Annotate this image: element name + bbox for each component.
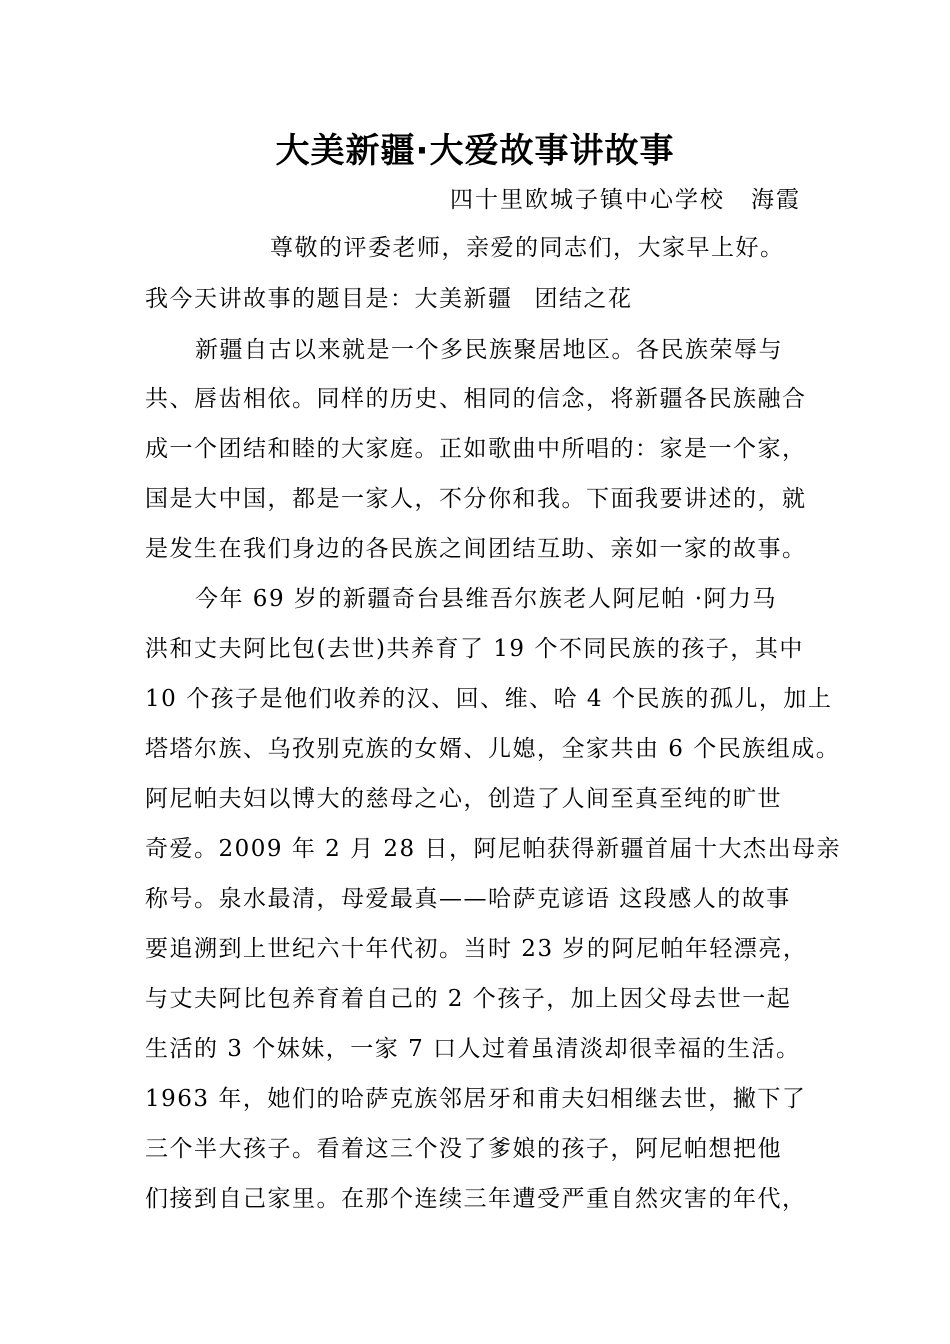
paragraph-line: 们接到自己家里。在那个连续三年遭受严重自然灾害的年代， (145, 1186, 807, 1212)
paragraph-line: 三个半大孩子。看着这三个没了爹娘的孩子，阿尼帕想把他 (145, 1136, 782, 1162)
paragraph-line: 成一个团结和睦的大家庭。正如歌曲中所唱的：家是一个家， (145, 436, 807, 462)
paragraph-line: 国是大中国，都是一家人，不分你和我。下面我要讲述的，就 (145, 486, 807, 512)
paragraph-line: 与丈夫阿比包养育着自己的 2 个孩子，加上因父母去世一起 (145, 986, 792, 1012)
paragraph-line: 今年 69 岁的新疆奇台县维吾尔族老人阿尼帕 ·阿力马 (195, 586, 778, 612)
paragraph-line: 1963 年，她们的哈萨克族邻居牙和甫夫妇相继去世，撇下了 (145, 1086, 807, 1112)
document-title: 大美新疆·大爱故事讲故事 (275, 131, 675, 171)
author-line (450, 182, 801, 218)
author-school: 四十里欧城子镇中心学校 (450, 187, 725, 213)
paragraph-line: 塔塔尔族、乌孜别克族的女婿、儿媳，全家共由 6 个民族组成。 (145, 736, 841, 762)
author-name: 海霞 (751, 187, 801, 213)
paragraph-line: 是发生在我们身边的各民族之间团结互助、亲如一家的故事。 (145, 536, 807, 562)
topic-prefix: 我今天讲故事的题目是：大美新疆 (145, 286, 513, 312)
paragraph-line: 共、唇齿相依。同样的历史、相同的信念，将新疆各民族融合 (145, 386, 807, 412)
story-topic (145, 281, 805, 317)
greeting: 尊敬的评委老师，亲爱的同志们，大家早上好。 (270, 235, 785, 261)
paragraph-line: 称号。泉水最清，母爱最真——哈萨克谚语 这段感人的故事 (145, 886, 791, 912)
paragraph-line: 阿尼帕夫妇以博大的慈母之心，创造了人间至真至纯的旷世 (145, 786, 782, 812)
paragraph-line: 10 个孩子是他们收养的汉、回、维、哈 4 个民族的孤儿，加上 (145, 686, 833, 712)
paragraph-line: 生活的 3 个妹妹，一家 7 口人过着虽清淡却很幸福的生活。 (145, 1036, 801, 1062)
paragraph-line: 新疆自古以来就是一个多民族聚居地区。各民族荣辱与 (195, 337, 783, 363)
topic-suffix: 团结之花 (534, 286, 633, 312)
paragraph-line: 洪和丈夫阿比包(去世)共养育了 19 个不同民族的孩子，其中 (145, 636, 804, 662)
paragraph-line: 奇爱。2009 年 2 月 28 日，阿尼帕获得新疆首届十大杰出母亲 (145, 836, 841, 862)
paragraph-line: 要追溯到上世纪六十年代初。当时 23 岁的阿尼帕年轻漂亮， (145, 936, 808, 962)
